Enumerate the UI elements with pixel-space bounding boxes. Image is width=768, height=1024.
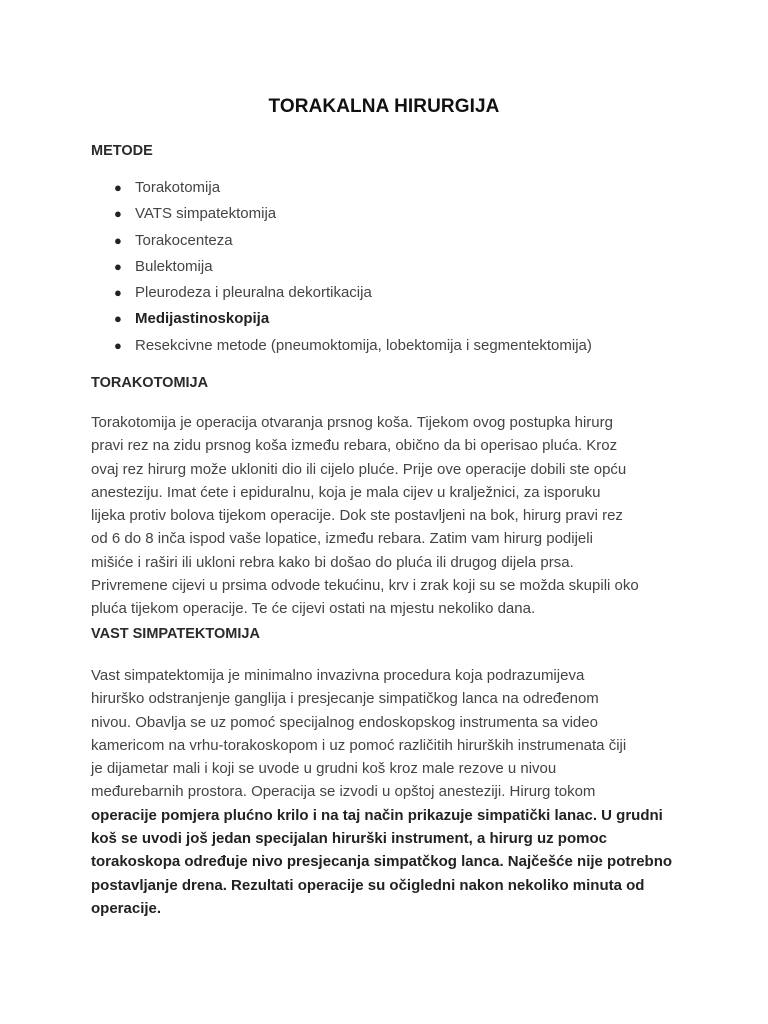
paragraph-line: koš se uvodi još jedan specijalan hirurški instrument, a hirurg uz pomoc <box>91 830 607 848</box>
paragraph-line: anesteziju. Imat ćete i epiduralnu, koja je mala cijev u kralježnici, za isporuku <box>91 483 601 501</box>
bullet-icon: ● <box>114 180 122 195</box>
paragraph-line: je dijametar mali i koji se uvode u grudni koš kroz male rezove u nivou <box>91 760 557 778</box>
bullet-icon: ● <box>114 206 122 222</box>
paragraph-line: postavljanje drena. Rezultati operacije su očigledni nakon nekoliko minuta od <box>91 876 645 894</box>
bullet-icon: ● <box>114 337 122 353</box>
thoracotomy-paragraph <box>91 411 691 621</box>
paragraph-line: Vast simpatektomija je minimalno invazivna procedura koja podrazumijeva <box>91 667 585 684</box>
paragraph-line: pravi rez na zidu prsnog koša između rebara, obično da bi operisao pluća. Kroz <box>91 437 618 455</box>
document-page: TORAKALNA HIRURGIJA METODE ● Torakotomija ● VATS simpatektomija ● Torakocenteza ● Bulektomija ● Pleurodeza i pleuralna dekortikacija ● Medijastinoskopija ● Resekcivne metode (pneumoktomija, lobektomija i segmentektomija) TORAKOTOMIJA Torakotomija je operacija otvaranja prsnog koša. Tijekom ovog postupka hirurg pravi rez na zidu prsnog koša između rebara, obično da bi operisao pluća. Kroz ovaj rez hirurg može ukloniti dio ili cijelo pluće. Prije ove operacije dobili ste opću anesteziju. Imat ćete i epiduralnu, koja je mala cijev u kralježnici, za isporuku lijeka protiv bolova tijekom operacije. Dok ste postavljeni na bok, hirurg pravi rez od 6 do 8 inča ispod vaše lopatice, između rebara. Zatim vam hirurg podijeli mišiće i raširi ili ukloni rebra kako bi došao do pluća ili drugog dijela prsa. Privremene cijevi u prsima odvode tekućinu, krv i zrak koji su se možda skupili oko pluća tijekom operacije. Te će cijevi ostati na mjestu nekoliko dana. VAST SIMPATEKTOMIJA Vast simpatektomija je minimalno invazivna procedura koja podrazumijeva hirurško odstranjenje ganglija i presjecanje simpatičkog lanca na određenom nivou. Obavlja se uz pomoć specijalnog endoskopskog instrumenta sa video kamericom na vrhu-torakoskopom i uz pomoć različitih hirurških instrumenata čiji je dijametar mali i koji se uvode u grudni koš kroz male rezove u nivou međurebarnih prostora. Operacija se izvodi u opštoj anesteziji. Hirurg tokom operacije pomjera plućno krilo i na taj način prikazuje simpatički lanac. U grudni koš se uvodi još jedan specijalan hirurški instrument, a hirurg uz pomoc torakoskopa određuje nivo presjecanja simpatčkog lanca. Najčešće nije potrebno postavljanje drena. Rezultati operacije su očigledni nakon nekoliko minuta od operacije. <box>0 0 768 1024</box>
paragraph-line: pluća tijekom operacije. Te će cijevi ostati na mjestu nekoliko dana. <box>91 600 536 618</box>
paragraph-line: nivou. Obavlja se uz pomoć specijalnog endoskopskog instrumenta sa video <box>91 713 598 731</box>
paragraph-line: kamericom na vrhu-torakoskopom i uz pomoć različitih hirurških instrumenata čiji <box>91 736 627 754</box>
bullet-icon: ● <box>114 258 122 274</box>
paragraph-line: Privremene cijevi u prsima odvode tekućinu, krv i zrak koji su se možda skupili oko <box>91 577 639 595</box>
bullet-icon: ● <box>114 285 122 301</box>
methods-heading: METODE <box>91 143 153 159</box>
bullet-icon: ● <box>114 311 122 327</box>
vast-heading: VAST SIMPATEKTOMIJA <box>91 626 260 642</box>
paragraph-line: mišiće i raširi ili ukloni rebra kako bi došao do pluća ili drugog dijela prsa. <box>91 553 574 571</box>
vast-paragraph <box>91 664 691 920</box>
thoracotomy-heading: TORAKOTOMIJA <box>91 375 209 391</box>
paragraph-line: Torakotomija je operacija otvaranja prsnog koša. Tijekom ovog postupka hirurg <box>91 414 613 431</box>
paragraph-line: operacije. <box>91 899 162 917</box>
page-title: TORAKALNA HIRURGIJA <box>268 96 500 117</box>
paragraph-line: operacije pomjera plućno krilo i na taj način prikazuje simpatički lanac. U grudni <box>91 806 663 824</box>
paragraph-line: lijeka protiv bolova tijekom operacije. Dok ste postavljeni na bok, hirurg pravi rez <box>91 507 623 525</box>
paragraph-line: hirurško odstranjenje ganglija i presjecanje simpatičkog lanca na određenom <box>91 690 599 708</box>
paragraph-line: ovaj rez hirurg može ukloniti dio ili cijelo pluće. Prije ove operacije dobili ste opću <box>91 460 627 478</box>
paragraph-line: torakoskopa određuje nivo presjecanja simpatčkog lanca. Najčešće nije potrebno <box>91 853 673 871</box>
paragraph-line: od 6 do 8 inča ispod vaše lopatice, između rebara. Zatim vam hirurg podijeli <box>91 530 593 548</box>
bullet-icon: ● <box>114 232 122 248</box>
paragraph-line: međurebarnih prostora. Operacija se izvodi u opštoj anesteziji. Hirurg tokom <box>91 783 596 801</box>
